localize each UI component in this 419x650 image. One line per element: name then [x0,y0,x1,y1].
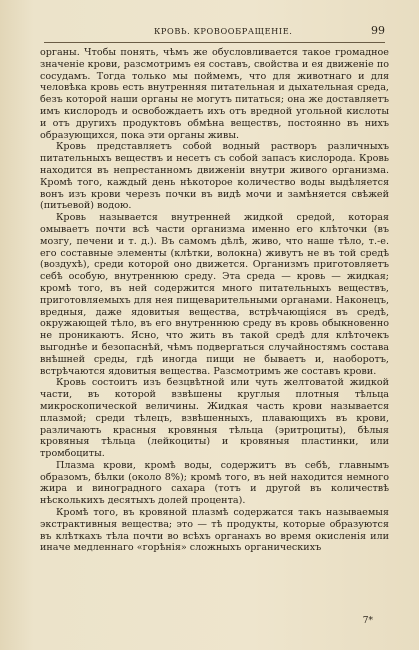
running-head: КРОВЬ. КРОВООБРАЩЕНІЕ. [154,26,293,36]
page-number: 99 [371,24,385,37]
paragraph: органы. Чтобы понять, чѣмъ же обусловливается такое громадное значеніе крови, разсмотримъ ея составъ, свойства и ея движеніе по сосудамъ. Тогда только мы поймемъ, что для животнаго и для человѣка кровь есть внутренняя питательная и дыхательная среда, безъ которой наши органы не могутъ питаться; она же доставляетъ имъ кислородъ и освобождаетъ ихъ отъ вредной угольной кислоты и отъ другихъ продуктовъ обмѣна веществъ, постоянно въ нихъ образующихся, пока эти органы живы. [40,47,389,141]
printer-signature-mark: 7* [362,616,373,626]
body-text [40,47,389,554]
paragraph: Кровь представляетъ собой водный растворъ различныхъ питательныхъ веществъ и несетъ съ собой запасъ кислорода. Кровь находится въ непрестанномъ движеніи внутри живого организма. Кромѣ того, каждый день нѣкоторое количество воды выдѣляется вонъ изъ крови черезъ почки въ видѣ мочи и замѣняется свѣжей (питьевой) водою. [40,141,389,212]
page-header [44,24,385,43]
paragraph: Плазма крови, кромѣ воды, содержитъ въ себѣ, главнымъ образомъ, бѣлки (около 8%); кромѣ того, въ ней находится немного жира и виноградного сахара (тотъ и другой въ количествѣ нѣсколькихъ десятыхъ долей процента). [40,459,389,507]
paragraph: Кровь состоитъ изъ безцвѣтной или чуть желтоватой жидкой части, въ которой взвѣшены круглыя плотныя тѣльца микроскопической величины. Жидкая часть крови называется плазмой; среди тѣлецъ, взвѣшенныхъ, плавающихъ въ крови, различаютъ красныя кровяныя тѣльца (эритроциты), бѣлыя кровяныя тѣльца (лейкоциты) и кровяныя пластинки, или тромбоциты. [40,377,389,460]
paragraph: Кровь называется внутренней жидкой средой, которая омываетъ почти всѣ части организма именно его клѣточки (въ мозгу, печени и т. д.). Въ самомъ дѣлѣ, живо, что наше тѣло, т.-е. его составные элементы (клѣтки, волокна) живутъ не въ той средѣ (воздухѣ), среди которой оно движется. Организмъ приготовляетъ себѣ особую, внутреннюю среду. Эта среда — кровь — жидкая; кромѣ того, въ ней содержится много питательныхъ веществъ, приготовляемыхъ для нея пищеварительными органами. Наконецъ, вредныя, даже ядовитыя вещества, встрѣчающіяся въ средѣ, окружающей тѣло, въ его внутреннюю среду въ кровь обыкновенно не проникаютъ. Ясно, что жить въ такой средѣ для клѣточекъ выгоднѣе и безопаснѣй, чѣмъ подвергаться случайностямъ состава внѣшней среды, гдѣ иногда пищи не бываетъ и, наоборотъ, встрѣчаются ядовитыя вещества. Разсмотримъ же составъ крови. [40,212,389,377]
paragraph: Кромѣ того, въ кровяной плазмѣ содержатся такъ называемыя экстрактивныя вещества; это — тѣ продукты, которые образуются въ клѣткахъ тѣла почти во всѣхъ органахъ во время окисленія или иначе медленнаго «горѣнія» сложныхъ органическихъ [40,507,389,554]
